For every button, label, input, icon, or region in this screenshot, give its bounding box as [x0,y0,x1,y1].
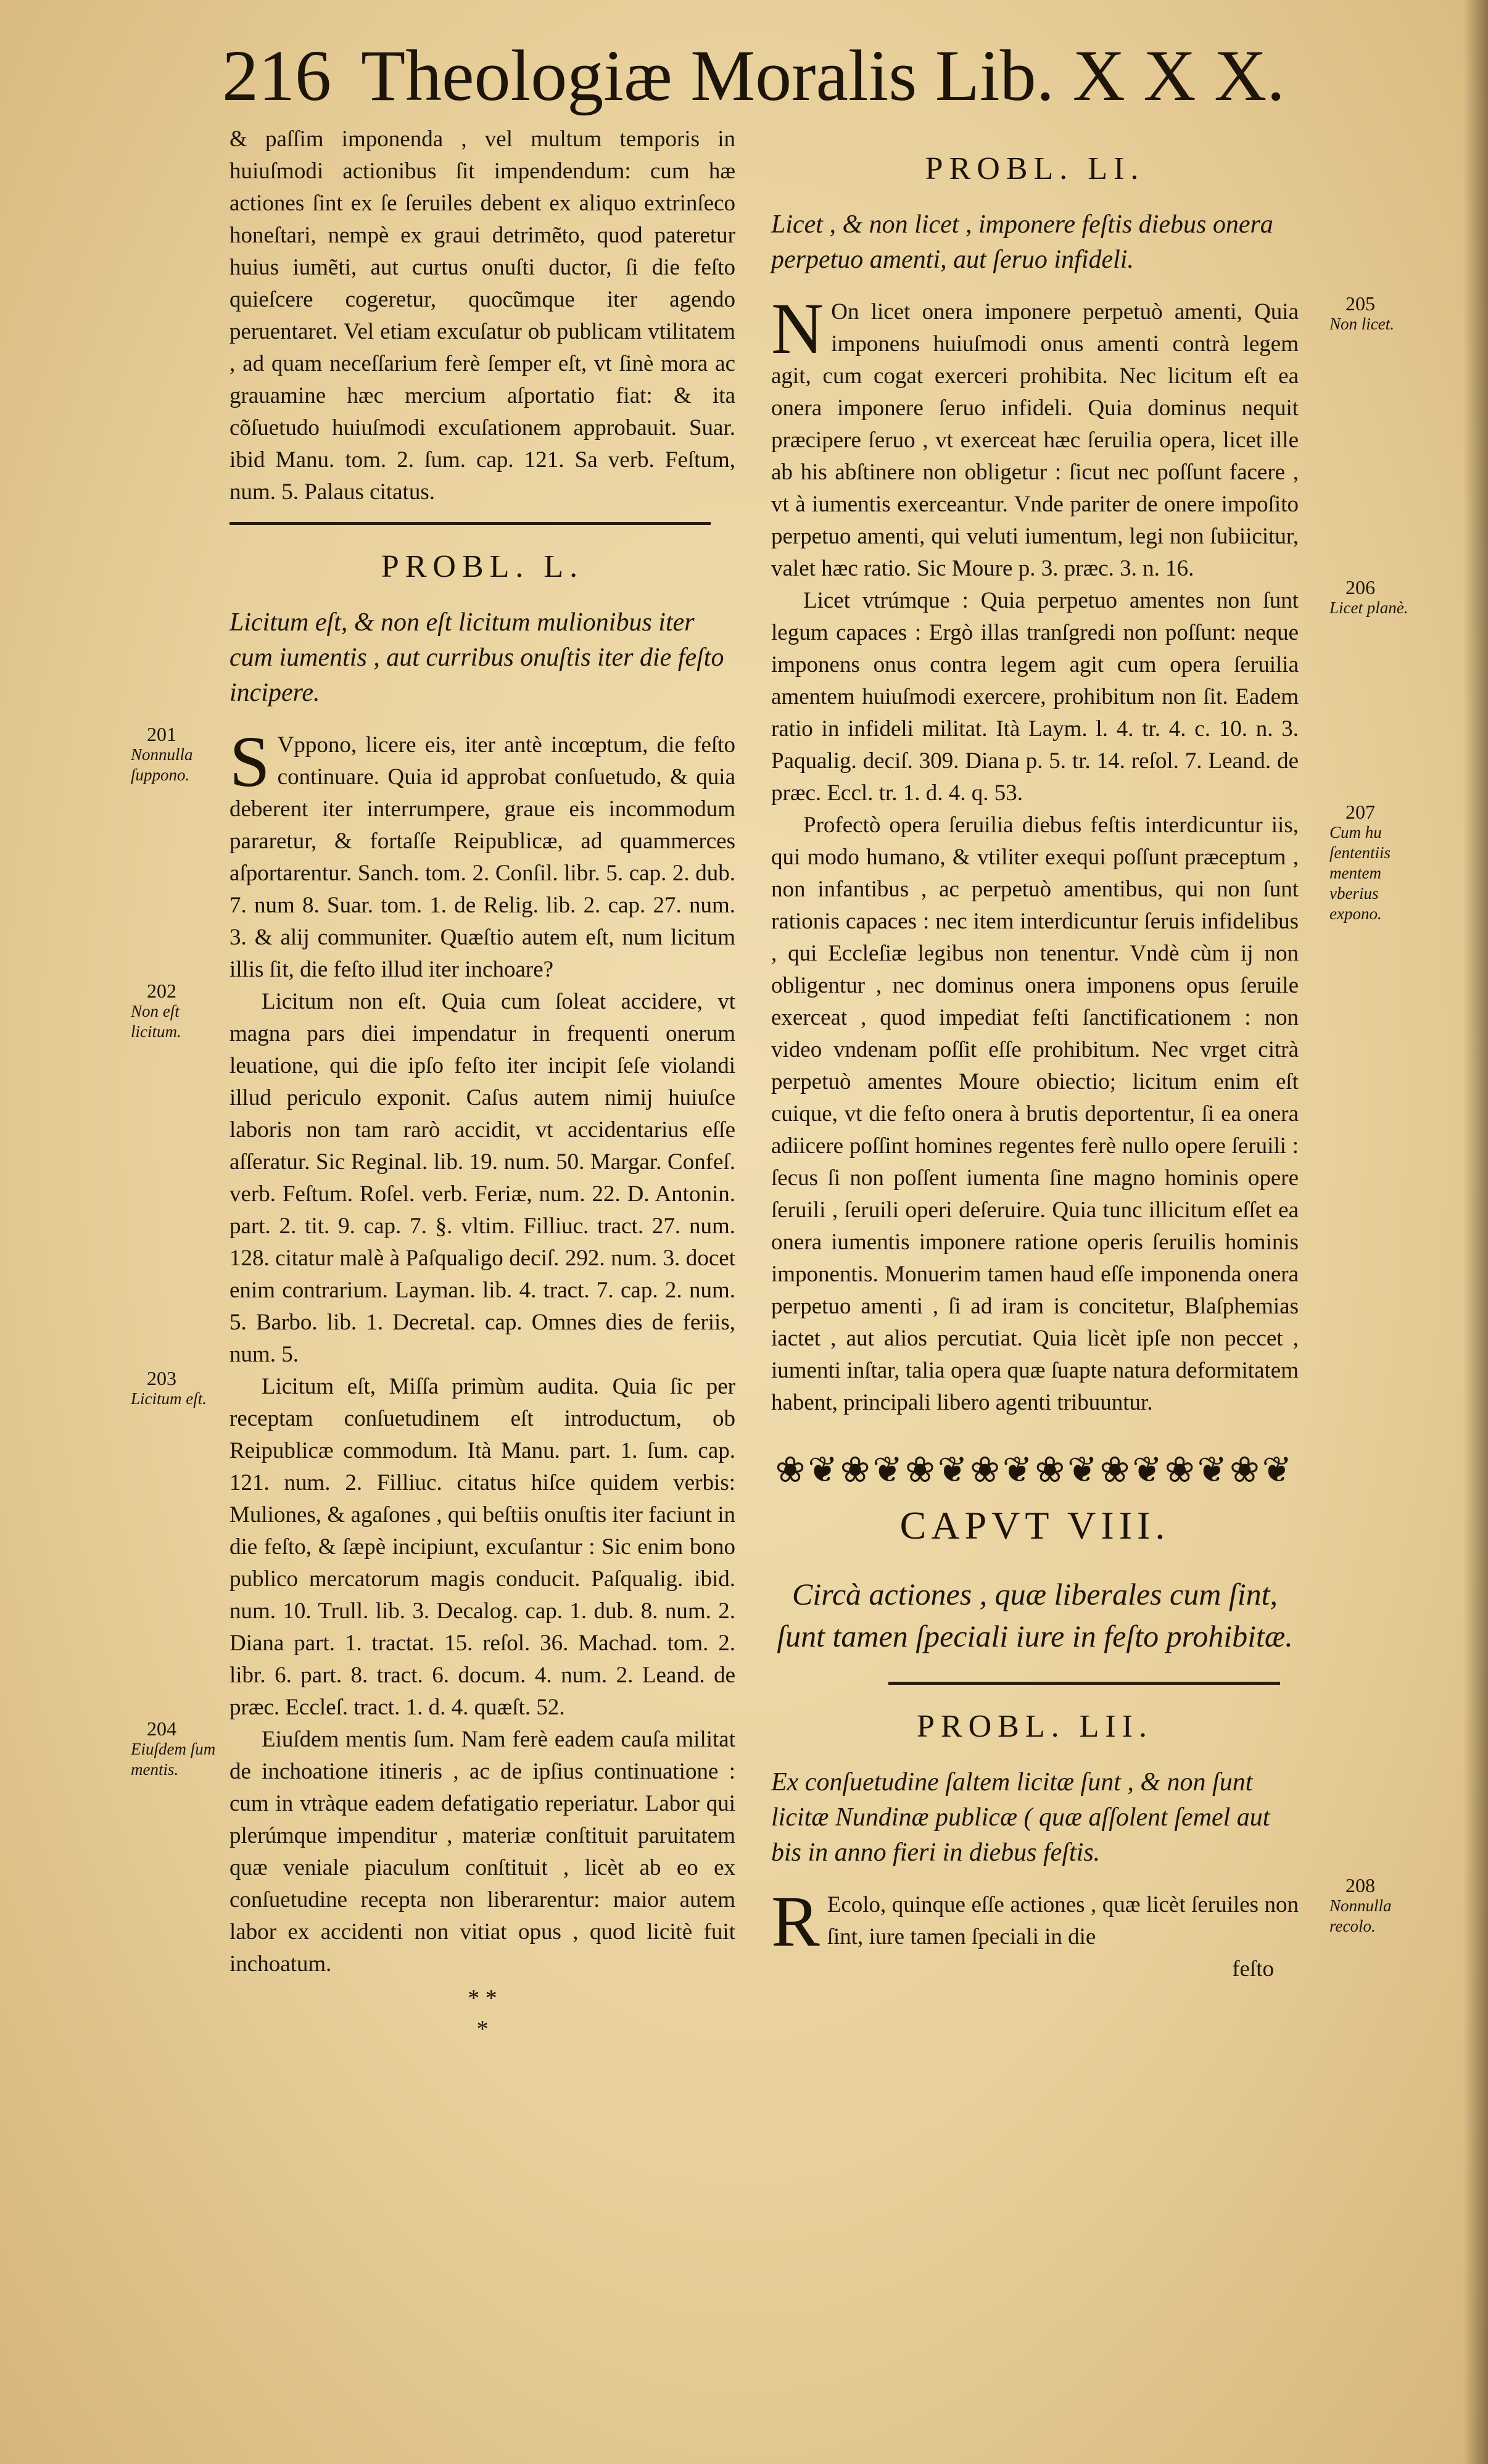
right-column [771,123,1408,1985]
section-rule [229,522,711,525]
page-number: 216 [222,35,331,116]
problem-question-l: Licitum eſt, & non eſt licitum mulionibus iter cum iumentis , aut curribus onuſtis iter die feſto incipere. [229,608,724,707]
problem-heading-r: PROBL. LI. [925,151,1145,186]
catchword: feſto [1232,1956,1274,1982]
left-column [131,123,735,2044]
paragraph-text: Vppono, licere eis, iter antè incœptum, die feſto continuare. Quia id approbat conſuetudo, & quia deberent iter interrumpere, graue eis incommodum pararetur, & fortaſſe Reipublicæ, ad quammerces aſportarentur. Sanch. tom. 2. Conſil. libr. 5. cap. 2. dub. 7. num 8. Suar. tom. 1. de Relig. lib. 2. cap. 27. num. 3. & alij communiter. Quæſtio autem eſt, num licitum illis ſit, die feſto illud iter inchoare? [229,732,735,982]
paragraph-text: Eiuſdem mentis ſum. Nam ferè eadem cauſa militat de inchoatione itineris , ac de ipſius continuatione : cum in vtràque eadem defatigatio reperiatur. Labor qui plerúmque impenditur , materiæ conſtituit paruitatem quæ veniale piaculum conſtituit , licèt ab eo ex conſuetudine recepta non liberarentur: maior autem labor ex accidenti non vitiat opus , quod licitè fuit inchoatum. [229,1727,735,1977]
paragraph-text: On licet onera imponere perpetuò amenti, Quia imponens huiuſmodi onus amenti contrà legem agit, cum cogat exerceri prohibita. Nec licitum eſt ea onera imponere ſeruo infideli. Quia dominus nequit præcipere ſeruo , vt exerceat hæc ſeruilia opera, licet ille ab his abſtinere non obligetur : ſicut nec poſſunt facere , vt à iumentis exerceantur. Vnde pariter de onere impoſito perpetuo amenti, qui veluti iumentum, legi non ſubiicitur, valet hæc ratio. Sic Moure p. 3. præc. 3. n. 16. [771,299,1299,581]
problem-question-r2: Ex conſuetudine ſaltem licitæ ſunt , & non ſunt licitæ Nundinæ publicæ ( quæ aſſolent ſemel aut bis in anno fieri in diebus feſtis. [771,1768,1270,1867]
running-title: Theologiæ Moralis Lib. X X X. [361,35,1285,116]
paragraph-201 [131,721,735,986]
margin-note-202: 202 Non eſt licitum. [131,980,181,1041]
margin-note-206: 206 Licet planè. [1329,576,1408,617]
page-edge-shadow [1463,0,1488,2464]
paragraph-204 [131,1718,735,1980]
end-asterisks: * * * [468,1985,497,2042]
drop-cap: N [771,288,824,369]
paragraph-text: Ecolo, quinque eſſe actiones , quæ licèt ſeruiles non ſint, iure tamen ſpeciali in die [827,1892,1299,1949]
section-rule [888,1682,1280,1685]
running-header [222,34,1285,117]
margin-note-207: 207 Cum hu ſententiis mentem vberius expono. [1329,801,1391,923]
drop-cap: R [771,1881,820,1962]
paragraph-text: Licitum non eſt. Quia cum ſoleat accidere, vt magna pars diei impendatur in frequenti onerum leuatione, qui die ipſo feſto iter incipit ſeſe violandi illud periculo exponit. Caſus autem nimij huiuſce laboris non tam rarò accidit, vt accidentarius eſſe aſſeratur. Sic Reginal. lib. 19. num. 50. Margar. Confeſ. verb. Feſtum. Roſel. verb. Feriæ, num. 22. D. Antonin. part. 2. tit. 9. cap. 7. §. vltim. Filliuc. tract. 27. num. 128. citatur malè à Paſqualigo deciſ. 292. num. 3. docet enim contrarium. Layman. lib. 4. tract. 7. cap. 2. num. 5. Barbo. lib. 1. Decretal. cap. Omnes dies de feriis, num. 5. [229,989,735,1367]
margin-note-204: 204 Eiuſdem ſum mentis. [131,1718,216,1779]
problem-question-r: Licet , & non licet , imponere feſtis diebus onera perpetuo amenti, aut ſeruo infideli. [771,210,1273,274]
margin-note-205: 205 Non licet. [1329,292,1394,333]
paragraph-text: Licet vtrúmque : Quia perpetuo amentes non ſunt legum capaces : Ergò illas tranſgredi non poſſunt: neque imponens onus contra legem agit cum opera ſeruilia amentem huiuſmodi exercere, prohibitum non ſit. Eadem ratio in infideli militat. Ità Laym. l. 4. tr. 4. c. 10. n. 3. Paqualig. deciſ. 309. Diana p. 5. tr. 14. reſol. 7. Leand. de præc. Eccl. tr. 1. d. 4. q. 53. [771,588,1299,806]
paragraph-206 [771,576,1408,809]
margin-note-208: 208 Nonnulla recolo. [1329,1874,1392,1935]
drop-cap: S [229,721,270,802]
problem-heading-r2: PROBL. LII. [917,1709,1153,1744]
paragraph-203 [131,1367,735,1724]
problem-heading-l: PROBL. L. [381,549,584,584]
paragraph-208 [771,1874,1392,1962]
ornament-band: ❀❦❀❦❀❦❀❦❀❦❀❦❀❦❀❦ [775,1450,1295,1490]
paragraph-207 [771,801,1391,1419]
margin-note-203: 203 Licitum eſt. [131,1367,207,1408]
paragraph-202 [131,980,735,1371]
chapter-heading: CAPVT VIII. [899,1503,1170,1547]
continued-paragraph: & paſſim imponenda , vel multum temporis in huiuſmodi actionibus ſit impendendum: cum hæ actiones ſint ex ſe ſeruiles debent ex aliquo extrinſeco honeſtari, nempè ex graui detrimẽto, quod pateretur huius iumẽti, aut curtus onuſti ductor, ſi die feſto quieſcere cogeretur, quocũmque iter agendo peruentaret. Vel etiam excuſatur ob publicam vtilitatem , ad quam neceſſarium ferè ſemper eſt, vt ſinè mora ac grauamine hæc mercium aſportatio fiat: & ita cõſuetudo huiuſmodi excuſationem approbauit. Suar. ibid Manu. tom. 2. ſum. cap. 121. Sa verb. Feſtum, num. 5. Palaus citatus. [229,126,735,505]
paragraph-text: Profectò opera ſeruilia diebus feſtis interdicuntur iis, qui modo humano, & vtiliter exequi poſſunt præceptum , non infantibus , ac perpetuò amentibus, qui non ſunt rationis capaces : nec item interdicuntur ſeruis infidelibus , qui Eccleſiæ legibus non tenentur. Vndè cùm ij non obligentur , nec dominus onera imponens opus ſeruile exerceat , quod impediat feſti ſanctificationem : non video vndenam poſſit eſſe prohibitum. Nec vrget citrà perpetuò amentes Moure obiectio; licitum enim eſt cuique, vt die feſto onera à brutis deportentur, ſi ea onera adiicere poſſint homines regentes ferè nullo opere ſeruili : ſecus ſi non poſſent iumenta ſine magno hominis opere ſeruili , ſeruili operi deſeruire. Quia tunc illicitum eſſet ea onera iumentis imponere ratione operis ſeruilis hominis imponentis. Monuerim tamen haud eſſe imponenda onera perpetuo amenti , ſi ad iram is concitetur, Blaſphemias iactet , aut alios percutiat. Quia licèt ipſe non peccet , iumenti inſtar, talia opera quæ ſuapte natura deformitatem habent, principali libero agenti tribuuntur. [771,812,1299,1415]
paragraph-205 [771,288,1394,585]
paragraph-text: Licitum eſt, Miſſa primùm audita. Quia ſic per receptam conſuetudinem eſt introductum, ob Reipublicæ commodum. Ità Manu. part. 1. ſum. cap. 121. num. 2. Filliuc. citatus hiſce quidem verbis: Muliones, & agaſones , qui beſtiis onuſtis iter faciunt in die feſto, & ſæpè incipiunt, excuſantur : Sic enim bono publico mercatorum magis conducit. Paſqualig. ibid. num. 10. Trull. lib. 3. Decalog. cap. 1. dub. 8. num. 2. Diana part. 1. tractat. 15. reſol. 36. Machad. tom. 2. libr. 6. part. 8. tract. 6. docum. 4. num. 2. Leand. de præc. Eccleſ. tract. 1. d. 4. quæſt. 52. [229,1374,735,1720]
margin-note-201: 201 Nonnulla ſuppono. [131,723,193,784]
chapter-title: Circà actiones , quæ liberales cum ſint, ſunt tamen ſpeciali iure in feſto prohibitæ. [777,1577,1293,1653]
